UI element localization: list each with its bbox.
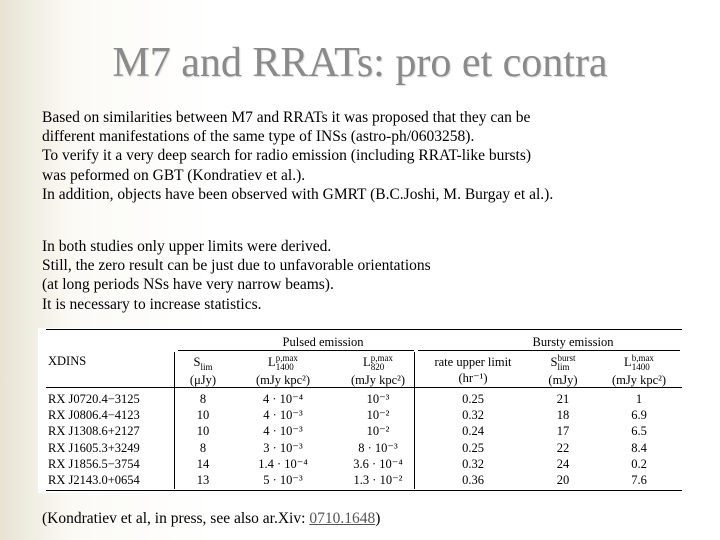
table-cell: 0.24 xyxy=(462,424,484,439)
table-cell: 0.25 xyxy=(462,392,484,406)
table-cell: 1.4 · 10⁻⁴ xyxy=(258,456,308,471)
table-row-source: RX J1308.6+2127 xyxy=(48,424,140,439)
table-cell: 4 · 10⁻³ xyxy=(263,408,303,423)
column-header-unit: (mJy) xyxy=(548,373,578,388)
table-bottom-rule xyxy=(46,490,682,491)
column-header-label: S lim xyxy=(193,355,213,373)
table-cell: 8 · 10⁻³ xyxy=(358,440,398,455)
table-cell: 0.2 xyxy=(631,456,647,471)
results-table xyxy=(38,328,686,493)
subscript: lim xyxy=(200,362,213,373)
group-header-pulsed: Pulsed emission xyxy=(282,335,364,349)
subscript: 820 xyxy=(370,362,385,373)
table-cell: 0.36 xyxy=(462,473,484,487)
table-row-source: RX J2143.0+0654 xyxy=(48,473,140,487)
table-cell: 7.6 xyxy=(631,473,647,487)
table-row-source: RX J1856.5−3754 xyxy=(48,456,140,471)
table-cell: 21 xyxy=(556,392,570,406)
superscript: p,max xyxy=(370,353,393,364)
column-header xyxy=(533,354,593,388)
column-header-scripts xyxy=(200,354,212,372)
paragraph-line: Still, the zero result can be just due to unfavorable orientations xyxy=(42,257,431,275)
column-header xyxy=(178,354,228,388)
table-cell: 8.4 xyxy=(631,440,647,455)
subscript: lim xyxy=(557,362,570,373)
arxiv-link[interactable]: 0710.1648 xyxy=(309,510,376,527)
column-header xyxy=(238,354,328,388)
table-cell: 1 xyxy=(635,392,643,406)
column-header-unit: (μJy) xyxy=(189,373,217,388)
paragraph-line: It is necessary to increase statistics. xyxy=(42,295,262,313)
column-header xyxy=(338,354,418,388)
column-header-label: L p,max 1400 xyxy=(268,353,298,373)
table-cell: 1.3 · 10⁻² xyxy=(353,473,403,487)
citation-close: ) xyxy=(375,510,381,527)
table-cell: 8 xyxy=(199,392,207,406)
subscript: 1400 xyxy=(275,362,294,373)
table-cell: 6.9 xyxy=(631,408,647,423)
superscript: burst xyxy=(557,353,576,364)
table-cell: 18 xyxy=(556,408,570,423)
column-header xyxy=(48,353,158,369)
conclusion-paragraph xyxy=(42,237,702,314)
table-cell: 3.6 · 10⁻⁴ xyxy=(353,456,403,471)
column-header-label: S burst lim xyxy=(550,353,576,373)
table-cell: 10⁻² xyxy=(366,424,390,439)
column-header-scripts xyxy=(371,354,393,372)
intro-paragraph xyxy=(42,108,702,204)
header-rule xyxy=(46,387,682,388)
column-header-label: XDINS xyxy=(48,354,87,368)
column-header-label: rate upper limit xyxy=(434,355,512,369)
table-cell: 22 xyxy=(556,440,570,455)
table-cell: 4 · 10⁻⁴ xyxy=(262,392,304,406)
superscript: b,max xyxy=(631,353,654,364)
paragraph-line: In both studies only upper limits were derived. xyxy=(42,238,332,255)
table-cell: 4 · 10⁻³ xyxy=(263,424,303,439)
table-cell: 5 · 10⁻³ xyxy=(263,473,303,487)
paragraph-line: (at long periods NSs have very narrow beams). xyxy=(42,276,334,294)
table-row-source: RX J0806.4−4123 xyxy=(48,408,140,423)
table-cell: 0.32 xyxy=(462,408,484,423)
column-header-unit: (mJy kpc²) xyxy=(255,373,311,388)
column-header-scripts xyxy=(557,354,575,372)
slide-title: M7 and RRATs: pro et contra xyxy=(112,40,608,86)
paragraph-line: was peformed on GBT (Kondratiev et al.). xyxy=(42,166,306,184)
group-header-bursty: Bursty emission xyxy=(532,335,614,349)
paragraph-line: To verify it a very deep search for radio emission (including RRAT-like bursts) xyxy=(42,147,532,165)
table-cell: 10 xyxy=(196,424,210,439)
table-cell: 10⁻³ xyxy=(366,392,390,406)
table-cell: 8 xyxy=(199,440,207,455)
group-rule-pulsed xyxy=(178,350,414,351)
column-header-unit: (hr⁻¹) xyxy=(458,371,488,385)
table-cell: 14 xyxy=(196,456,210,471)
column-separator xyxy=(174,352,175,489)
column-header xyxy=(418,354,528,386)
column-header-label: L p,max 820 xyxy=(363,353,393,373)
table-top-rule xyxy=(46,329,682,330)
group-rule-bursty xyxy=(418,350,680,351)
citation-text: (Kondratiev et al, in press, see also ar.Xiv: xyxy=(42,510,310,527)
paragraph-line: Based on similarities between M7 and RRATs it was proposed that they can be xyxy=(42,109,531,126)
table-cell: 13 xyxy=(196,473,210,487)
table-cell: 10 xyxy=(196,408,210,423)
table-cell: 17 xyxy=(556,424,570,439)
superscript: p,max xyxy=(275,353,298,364)
column-header-label: L b,max 1400 xyxy=(624,353,654,373)
table-cell: 3 · 10⁻³ xyxy=(263,440,303,455)
table-cell: 24 xyxy=(556,456,570,471)
table-row-source: RX J1605.3+3249 xyxy=(48,440,140,455)
paragraph-line: different manifestations of the same type of INSs (astro-ph/0603258). xyxy=(42,128,475,146)
table-cell: 0.25 xyxy=(462,440,484,455)
table-cell: 10⁻² xyxy=(366,408,390,423)
column-header-scripts xyxy=(276,354,298,372)
column-header-unit: (mJy kpc²) xyxy=(611,373,667,388)
table-cell: 20 xyxy=(556,473,570,487)
table-cell: 6.5 xyxy=(631,424,647,439)
table-cell: 0.32 xyxy=(462,456,484,471)
column-header xyxy=(598,354,680,388)
citation xyxy=(42,510,380,528)
subscript: 1400 xyxy=(631,362,650,373)
paragraph-line: In addition, objects have been observed with GMRT (B.C.Joshi, M. Burgay et al.). xyxy=(42,185,554,203)
column-header-unit: (mJy kpc²) xyxy=(350,373,406,388)
column-header-scripts xyxy=(632,354,654,372)
table-row-source: RX J0720.4−3125 xyxy=(48,392,140,406)
